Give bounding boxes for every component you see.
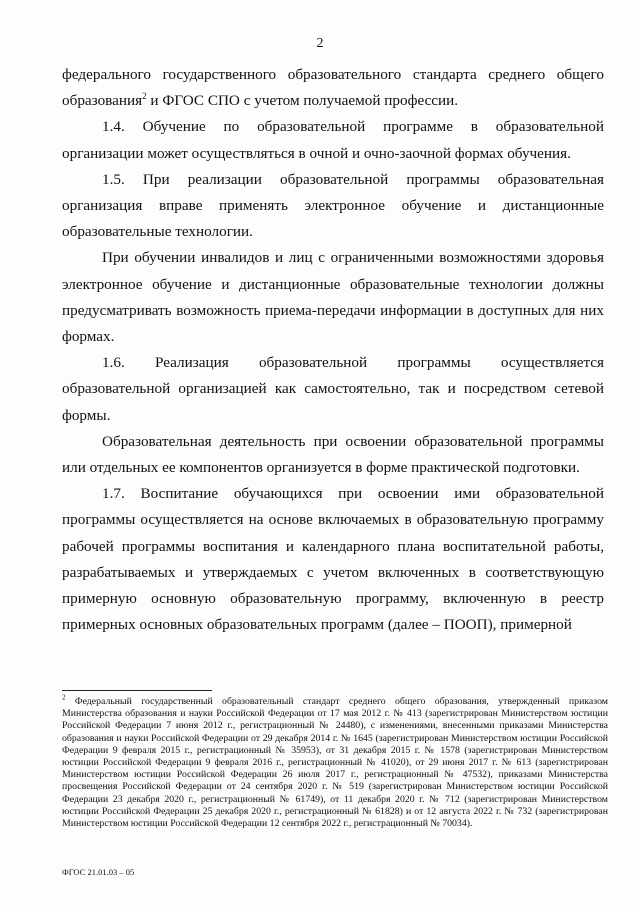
footnote-reference[interactable]: 2 bbox=[142, 91, 147, 102]
paragraph-1-6: 1.6. Реализация образовательной программы осуществляется образовательной организацией как самостоятельно, так и посредством сетевой формы. bbox=[62, 354, 604, 424]
footnote-marker: 2 bbox=[62, 693, 66, 702]
document-code: ФГОС 21.01.03 – 05 bbox=[62, 867, 135, 877]
paragraph-text: федерального государственного образовательного стандарта среднего общего образования bbox=[62, 66, 604, 110]
paragraph-disabled-students: При обучении инвалидов и лиц с ограниченными возможностями здоровья электронное обучение и дистанционные образовательные технологии должны предусматривать возможность приема-передачи информации в доступных для них формах. bbox=[62, 249, 604, 346]
paragraph-text: и ФГОС СПО с учетом получаемой профессии. bbox=[146, 92, 459, 110]
paragraph-1-4: 1.4. Обучение по образовательной программе в образовательной организации может осуществляться в очной и очно-заочной формах обучения. bbox=[62, 118, 604, 162]
paragraph-1-5: 1.5. При реализации образовательной программы образовательная организация вправе применять электронное обучение и дистанционные образовательные технологии. bbox=[62, 170, 604, 241]
footnote-divider bbox=[62, 690, 212, 691]
paragraph-practical-training: Образовательная деятельность при освоении образовательной программы или отдельных ее компонентов организуется в форме практической подготовки. bbox=[62, 432, 604, 477]
body-text bbox=[62, 62, 604, 638]
footnote bbox=[62, 693, 608, 830]
footnote-text: Федеральный государственный образовательный стандарт среднего общего образования, утвержденный приказом Министерства образования и науки Российской Федерации от 17 мая 2012 г. № 413 (зарегистрирован Министерством юстиции Российской Федерации 7 июня 2012 г., регистрационный № 24480), с изменениями, внесенными приказами Министерства образования и науки Российской Федерации от 29 декабря 2014 г. № 1645 (зарегистрирован Министерством юстиции Российской Федерации 9 февраля 2015 г., регистрационный № 35953), от 31 декабря 2015 г. № 1578 (зарегистрирован Министерством юстиции Российской Федерации 9 февраля 2016 г., регистрационный № 41020), от 29 июня 2017 г. № 613 (зарегистрирован Министерством юстиции Российской Федерации 26 июля 2017 г., регистрационный № 47532), приказами Министерства просвещения Российской Федерации от 24 сентября 2020 г. № 519 (зарегистрирован Министерством юстиции Российской Федерации 23 декабря 2020 г., регистрационный № 61749), от 11 декабря 2020 г. № 712 (зарегистрирован Министерством юстиции Российской Федерации 25 декабря 2020 г., регистрационный № 61828) и от 12 августа 2022 г. № 732 (зарегистрирован Министерством юстиции Российской Федерации 12 сентября 2022 г., регистрационный № 70034). bbox=[62, 696, 608, 830]
paragraph-continuation bbox=[62, 62, 604, 114]
paragraph-1-7: 1.7. Воспитание обучающихся при освоении ими образовательной программы осуществляется на основе включаемых в образовательную программу рабочей программы воспитания и календарного плана воспитательной работы, разрабатываемых и утверждаемых с учетом включенных в соответствующую примерную основную образовательную программу, включенную в реестр примерных основных образовательных программ (далее – ПООП), примерной bbox=[62, 485, 604, 634]
page-number: 2 bbox=[316, 36, 324, 51]
